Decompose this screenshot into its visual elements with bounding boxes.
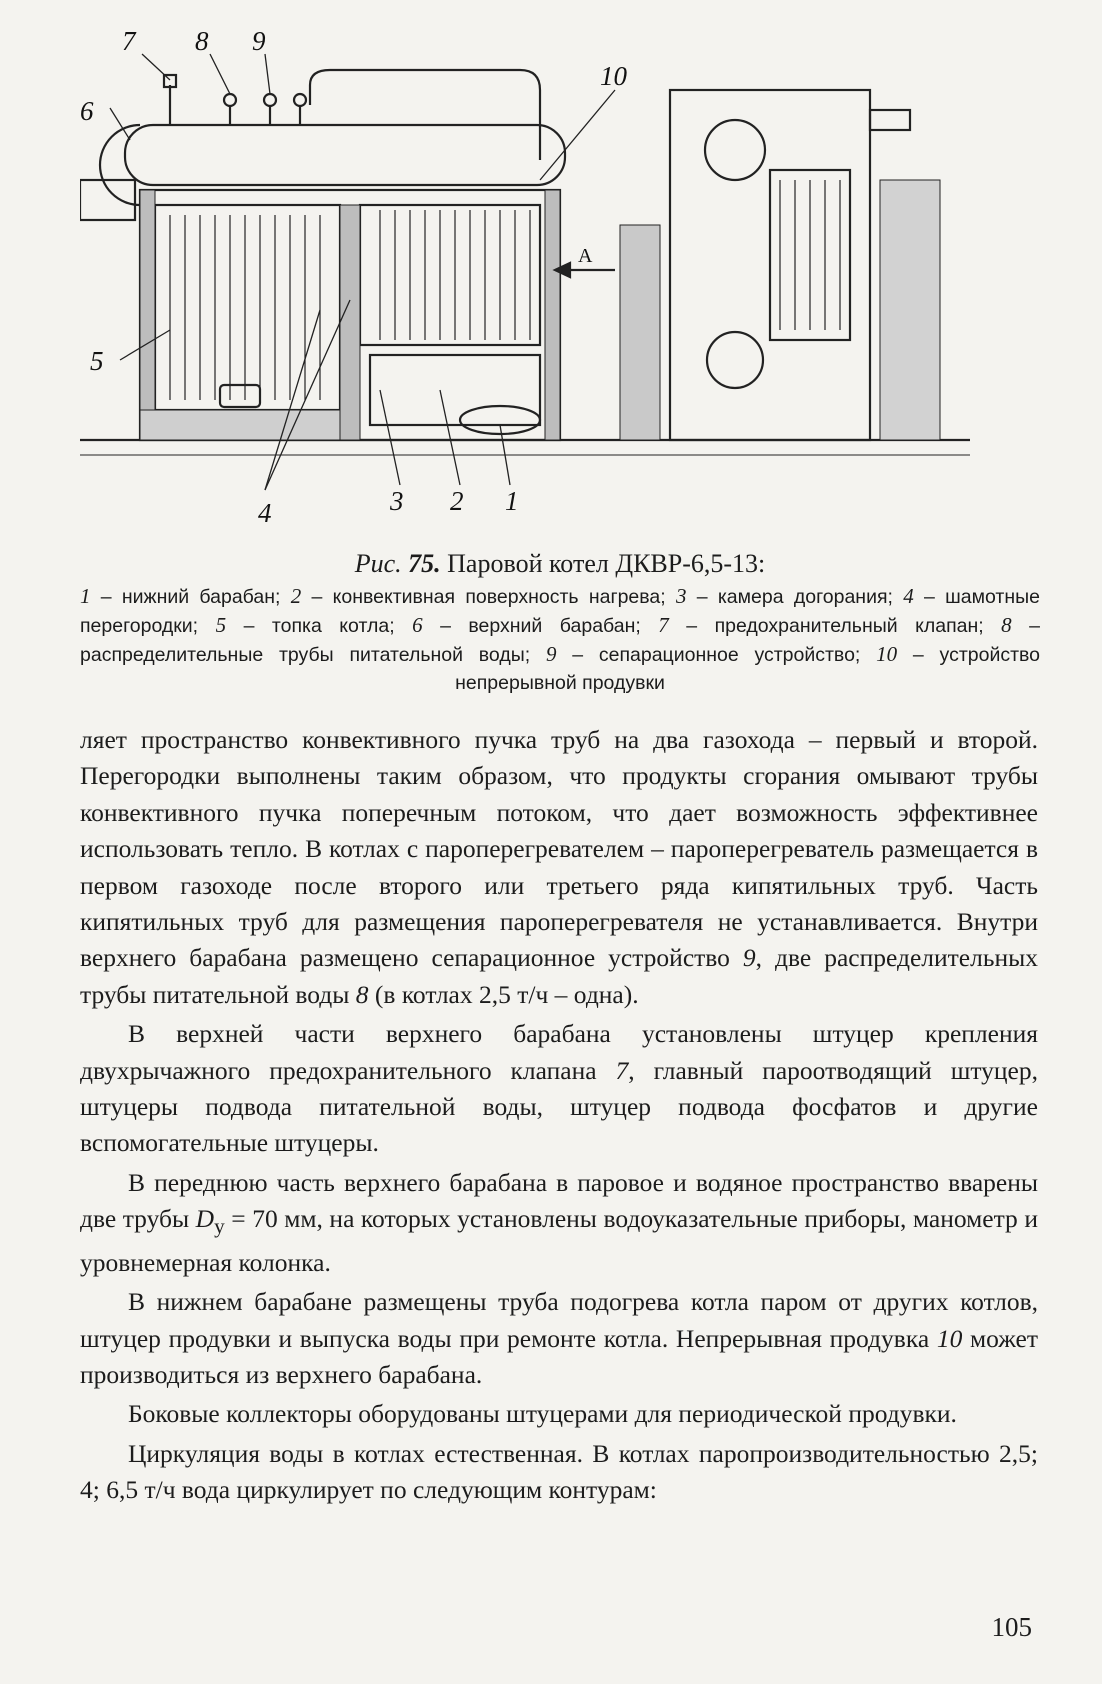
paragraph-6: Циркуляция воды в котлах естественная. В котлах паропроизводительностью 2,5; 4; 6,5 т/ч вода циркулирует по следующим контурам: bbox=[80, 1438, 1038, 1505]
paragraph-5: Боковые коллекторы оборудованы штуцерами для периодической продувки. bbox=[128, 1399, 957, 1429]
callout-4: 4 bbox=[258, 498, 272, 528]
caption-text: Паровой котел ДКВР-6,5-13: bbox=[447, 549, 766, 578]
legend-num: 7 bbox=[658, 613, 669, 637]
legend-text: – распределительные трубы питательной воды; bbox=[80, 615, 1040, 666]
callout-3: 3 bbox=[390, 486, 404, 516]
text-run: , главный пароотводящий штуцер, штуцеры подвода питательной воды, штуцер подвода фосфатов и другие вспомогательные штуцеры. bbox=[80, 1055, 1038, 1158]
symbol-d: D bbox=[195, 1204, 215, 1234]
callout-8: 8 bbox=[195, 30, 209, 56]
callout-9: 9 bbox=[252, 30, 266, 56]
ref-number: 10 bbox=[936, 1323, 963, 1353]
boiler-figure bbox=[80, 30, 1050, 530]
symbol-subscript: у bbox=[214, 1214, 225, 1239]
page-number: 105 bbox=[991, 1612, 1032, 1642]
legend-text: – камера догорания; bbox=[686, 586, 904, 608]
caption-number: 75. bbox=[408, 549, 441, 578]
text-run: ляет пространство конвективного пучка труб на два газохода – первый и второй. Перегородки выполнены таким образом, что продукты сгорания омывают трубы конвективного пучка поперечным потоком, что дает возможность эффективнее использовать тепло. В котлах с пароперегревателем – пароперегреватель размещается в первом газоходе после второго или третьего ряда кипятильных труб. Часть кипятильных труб для размещения пароперегревателя не устанавливается. Внутри верхнего барабана размещено сепарационное устройство bbox=[80, 725, 1038, 973]
legend-text: – нижний барабан; bbox=[90, 586, 291, 608]
callout-6: 6 bbox=[80, 96, 94, 126]
legend-num: 4 bbox=[903, 584, 914, 608]
legend-num: 3 bbox=[675, 584, 687, 608]
legend-text: – предохранительный клапан; bbox=[668, 615, 1002, 637]
legend-num: 2 bbox=[290, 584, 302, 608]
paragraph-3 bbox=[80, 1165, 1038, 1281]
caption-label: Рис. bbox=[354, 549, 402, 578]
legend-num: 6 bbox=[412, 613, 423, 637]
paragraph-2 bbox=[80, 1016, 1038, 1162]
legend-text: – сепарационное устройство; bbox=[556, 644, 877, 666]
ref-number: 7 bbox=[615, 1055, 629, 1085]
callout-1: 1 bbox=[505, 486, 519, 516]
text-run: , две распределительных трубы питательной воды bbox=[80, 943, 1038, 1009]
text-run: В нижнем барабане размещены труба подогрева котла паром от других котлов, штуцер продувки и выпуска воды при ремонте котла. Непрерывная продувка bbox=[80, 1287, 1038, 1353]
body-text bbox=[80, 722, 1038, 1512]
legend-text: – топка котла; bbox=[226, 615, 413, 637]
legend-text: – верхний барабан; bbox=[422, 615, 659, 637]
callout-5: 5 bbox=[90, 346, 104, 376]
legend-num: 10 bbox=[876, 642, 898, 666]
caption-title bbox=[80, 548, 1040, 580]
legend-num: 8 bbox=[1001, 613, 1012, 637]
legend-text: – устройство непрерывной продувки bbox=[455, 644, 1040, 694]
figure-caption bbox=[80, 548, 1040, 697]
paragraph-1 bbox=[80, 722, 1038, 1013]
ref-number: 8 bbox=[355, 979, 369, 1009]
paragraph-4 bbox=[80, 1284, 1038, 1393]
text-run: = 70 мм, на которых установлены водоуказательные приборы, манометр и уровнемерная колонка. bbox=[80, 1204, 1038, 1277]
text-run: В переднюю часть верхнего барабана в паровое и водяное пространство вварены две трубы bbox=[80, 1167, 1038, 1234]
ref-number: 9 bbox=[742, 943, 756, 973]
boiler-drawing bbox=[80, 30, 1050, 530]
text-run: В верхней части верхнего барабана установлены штуцер крепления двухрычажного предохранительного клапана bbox=[80, 1019, 1038, 1085]
callout-7: 7 bbox=[122, 30, 136, 56]
legend-num: 9 bbox=[545, 642, 557, 666]
callout-a: A bbox=[578, 245, 593, 267]
legend-text: – конвективная поверхность нагрева; bbox=[301, 586, 676, 608]
text-run: может производиться из верхнего барабана. bbox=[80, 1323, 1038, 1389]
legend-text: – шамотные перегородки; bbox=[80, 586, 1040, 637]
callout-2: 2 bbox=[450, 486, 464, 516]
callout-10: 10 bbox=[600, 61, 627, 91]
legend-num: 5 bbox=[215, 613, 227, 637]
legend-num: 1 bbox=[80, 584, 91, 608]
caption-legend bbox=[80, 582, 1040, 697]
text-run: (в котлах 2,5 т/ч – одна). bbox=[368, 979, 639, 1009]
